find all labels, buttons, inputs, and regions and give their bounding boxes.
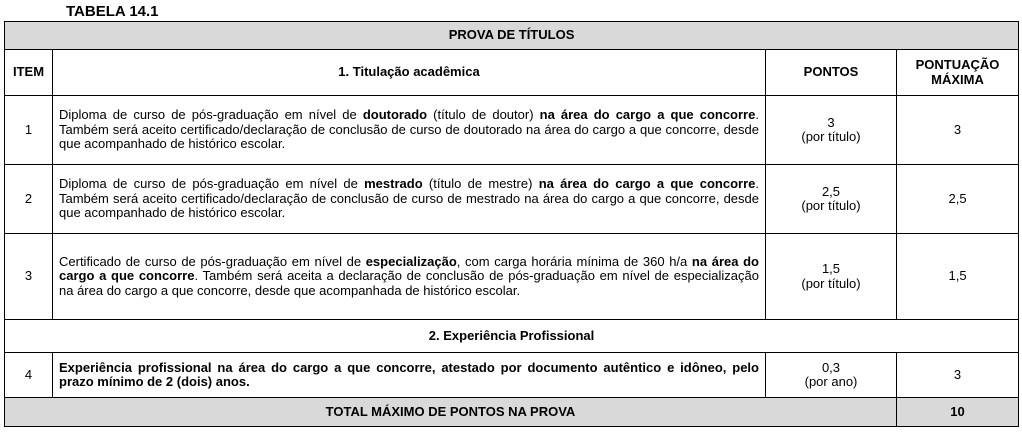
header-max-line1: PONTUAÇÃO — [915, 57, 1000, 72]
pontos-unit: (por título) — [801, 129, 861, 144]
row-description — [53, 96, 766, 165]
total-value: 10 — [897, 398, 1019, 427]
desc-text: . Também será aceito certificado/declaração de conclusão de curso de doutorado na área do cargo a que concorre, desde que acompanhado de histórico escolar. — [59, 107, 759, 152]
desc-text: , com carga horária mínima de 360 h/a — [456, 253, 692, 269]
table-row — [5, 165, 1019, 234]
row-max: 2,5 — [897, 165, 1019, 234]
row-pontos — [766, 353, 897, 398]
desc-text: (título de mestre) — [422, 176, 539, 192]
desc-area: na área do cargo a que concorre — [539, 107, 756, 123]
section-professional-experience: 2. Experiência Profissional — [5, 320, 1019, 353]
desc-level: especialização — [365, 253, 457, 269]
pontos-unit: (por título) — [801, 198, 861, 213]
row-description — [53, 234, 766, 320]
pontos-unit: (por ano) — [804, 374, 858, 389]
header-max-line2: MÁXIMA — [931, 71, 984, 87]
desc-text: (título de doutor) — [427, 107, 540, 123]
pontos-value: 0,3 — [821, 359, 841, 375]
desc-area: na área do cargo a que concorre — [59, 253, 759, 284]
desc-level: doutorado — [362, 107, 428, 123]
header-pontuacao-maxima — [897, 50, 1019, 96]
row-description: Experiência profissional na área do cargo a que concorre, atestado por documento autêntico e idôneo, pelo prazo mínimo de 2 (dois) anos. — [53, 353, 766, 398]
header-section-academic: 1. Titulação acadêmica — [53, 50, 766, 96]
row-item-number: 2 — [5, 165, 53, 234]
total-label: TOTAL MÁXIMO DE PONTOS NA PROVA — [5, 398, 897, 427]
row-pontos — [766, 234, 897, 320]
pontos-value: 2,5 — [821, 183, 841, 199]
desc-text: . Também será aceito certificado/declaração de conclusão de curso de mestrado na área do cargo a que concorre, desde que acompanhado de histórico escolar. — [59, 176, 759, 221]
row-item-number: 4 — [5, 353, 53, 398]
table-row — [5, 234, 1019, 320]
desc-text: Diploma de curso de pós-graduação em nível de — [59, 107, 363, 123]
row-pontos — [766, 96, 897, 165]
pontos-unit: (por título) — [801, 275, 861, 291]
table-caption: TABELA 14.1 — [66, 3, 159, 20]
table-title: PROVA DE TÍTULOS — [5, 22, 1019, 50]
row-item-number: 3 — [5, 234, 53, 320]
desc-text: Diploma de curso de pós-graduação em nível de — [59, 176, 365, 192]
row-max: 3 — [897, 353, 1019, 398]
titles-table — [4, 21, 1019, 427]
pontos-value: 3 — [827, 114, 835, 130]
pontos-value: 1,5 — [821, 261, 841, 276]
row-item-number: 1 — [5, 96, 53, 165]
table-row — [5, 96, 1019, 165]
row-description — [53, 165, 766, 234]
desc-text: . Também será aceita a declaração de conclusão de pós-graduação em nível de especialização na área do cargo a que concorre, desde que acompanhada de histórico escolar. — [59, 268, 759, 298]
row-max: 1,5 — [897, 234, 1019, 320]
desc-area: na área do cargo a que concorre — [538, 176, 756, 192]
table-row — [5, 353, 1019, 398]
row-max: 3 — [897, 96, 1019, 165]
desc-text: Certificado de curso de pós-graduação em nível de — [59, 253, 366, 269]
desc-level: mestrado — [364, 176, 423, 192]
header-item: ITEM — [5, 50, 53, 96]
header-pontos: PONTOS — [766, 50, 897, 96]
row-pontos — [766, 165, 897, 234]
